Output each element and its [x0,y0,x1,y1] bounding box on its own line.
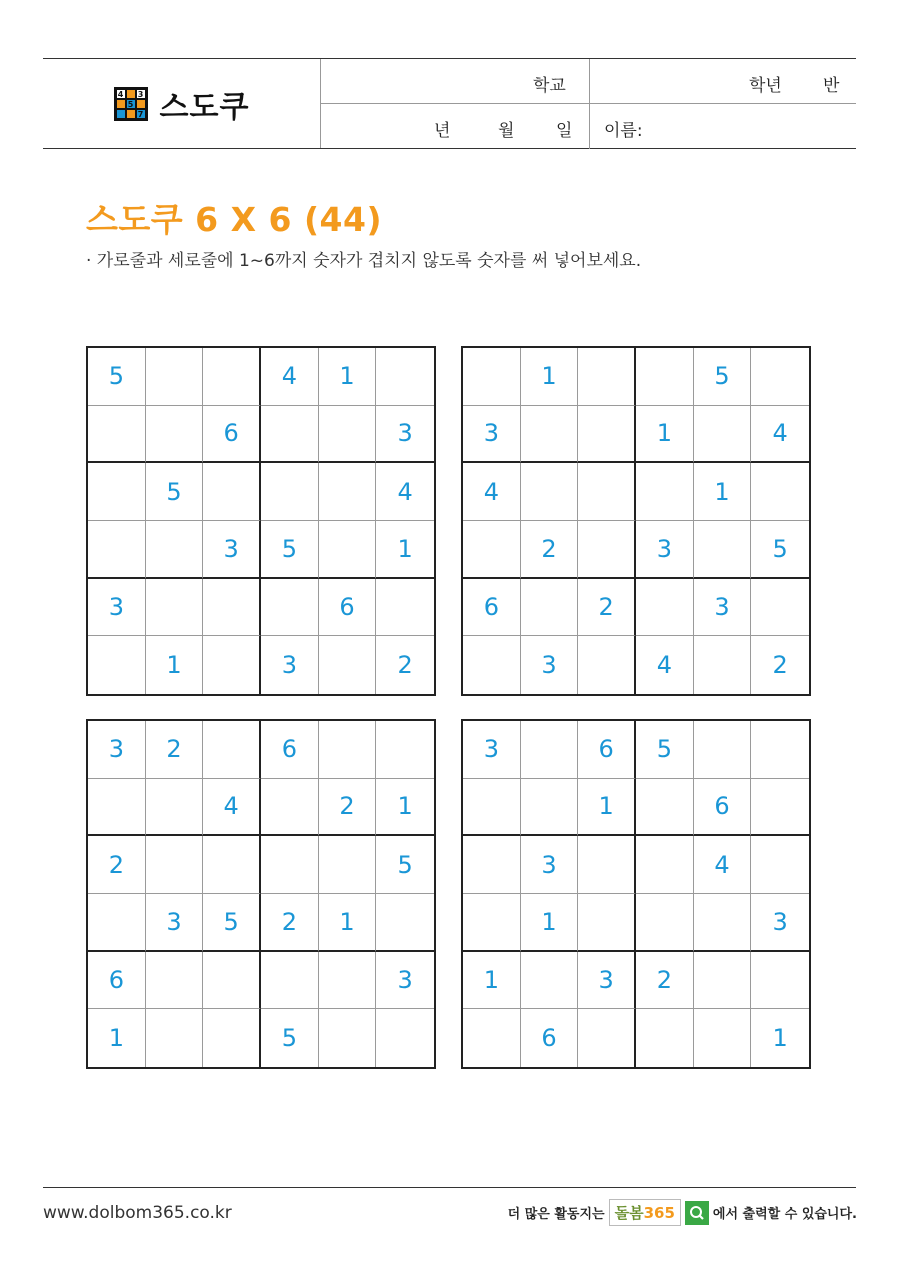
sudoku-cell[interactable] [376,721,434,779]
sudoku-grid-2 [461,346,811,696]
footer-divider [43,1187,856,1188]
sudoku-cell[interactable] [578,1009,636,1067]
search-icon[interactable] [685,1201,709,1225]
sudoku-cell[interactable] [694,636,752,694]
sudoku-cell: 4 [463,463,521,521]
sudoku-cell[interactable] [751,836,809,894]
sudoku-cell[interactable] [578,463,636,521]
sudoku-cell: 6 [319,579,377,637]
sudoku-cell: 4 [636,636,694,694]
sudoku-cell[interactable] [463,836,521,894]
sudoku-cell[interactable] [88,406,146,464]
logo-icon-cell: 3 [136,89,146,99]
sudoku-cell: 1 [772,1024,788,1053]
sudoku-cell: 1 [521,348,579,406]
sudoku-cell[interactable] [88,463,146,521]
sudoku-cell[interactable] [636,836,694,894]
sudoku-cell[interactable] [636,348,694,406]
sudoku-cell: 2 [88,836,146,894]
sudoku-cell: 2 [772,651,788,680]
sudoku-cell[interactable] [319,721,377,779]
sudoku-cell: 3 [376,406,434,464]
sudoku-cell[interactable] [521,406,579,464]
sudoku-cell: 2 [578,579,636,637]
sudoku-cell[interactable] [694,1009,752,1067]
sudoku-cell[interactable] [463,894,521,952]
sudoku-cell[interactable] [578,836,636,894]
sudoku-cell: 5 [146,463,204,521]
sudoku-cell[interactable] [146,406,204,464]
sudoku-cell[interactable] [203,348,261,406]
sudoku-cell[interactable] [203,836,261,894]
sudoku-cell[interactable] [319,463,377,521]
sudoku-cell[interactable] [261,779,319,837]
sudoku-cell[interactable] [261,406,319,464]
sudoku-grid-3 [86,719,436,1069]
sudoku-cell: 5 [88,348,146,406]
sudoku-cell: 6 [203,406,261,464]
month-label: 월 [498,121,515,141]
page-title: 스도쿠 6 X 6 (44) [86,200,383,239]
sudoku-cell[interactable] [694,406,752,464]
sudoku-cell: 2 [397,651,413,680]
sudoku-cell[interactable] [463,779,521,837]
sudoku-cell[interactable] [751,579,809,637]
sudoku-cell[interactable] [203,579,261,637]
name-label: 이름: [604,121,643,141]
sudoku-cell[interactable] [146,521,204,579]
year-label: 년 [434,121,451,141]
sudoku-cell[interactable] [146,579,204,637]
sudoku-cell[interactable] [751,348,809,406]
logo-icon-cell: 7 [136,109,146,119]
sudoku-cell: 5 [636,721,694,779]
sudoku-cell[interactable] [146,1009,204,1067]
sudoku-cell[interactable] [319,406,377,464]
sudoku-cell[interactable] [319,1009,377,1067]
sudoku-cell: 3 [636,521,694,579]
sudoku-cell: 1 [319,348,377,406]
class-label: 반 [823,76,840,96]
sudoku-cell: 5 [261,521,319,579]
sudoku-cell: 5 [203,894,261,952]
sudoku-cell[interactable] [694,721,752,779]
sudoku-cell[interactable] [319,521,377,579]
sudoku-cell: 6 [261,721,319,779]
worksheet-header [43,58,856,149]
sudoku-cell[interactable] [521,463,579,521]
brand-number: 365 [643,1203,675,1222]
sudoku-cell: 2 [146,721,204,779]
sudoku-cell: 4 [203,779,261,837]
sudoku-cell: 1 [88,1009,146,1067]
sudoku-cell: 2 [261,894,319,952]
sudoku-cell[interactable] [521,721,579,779]
sudoku-cell[interactable] [88,894,146,952]
sudoku-grid-1 [86,346,436,696]
logo-icon-cell [126,109,136,119]
sudoku-cell[interactable] [376,1009,434,1067]
logo-icon-cell [116,109,126,119]
brand-logo[interactable] [609,1199,681,1226]
sudoku-cell: 4 [694,836,752,894]
sudoku-cell[interactable] [636,463,694,521]
sudoku-cell[interactable] [636,894,694,952]
sudoku-cell[interactable] [203,952,261,1010]
sudoku-cell[interactable] [261,463,319,521]
sudoku-cell[interactable] [146,779,204,837]
sudoku-cell: 3 [521,636,579,694]
sudoku-cell[interactable] [694,952,752,1010]
day-label: 일 [556,121,573,141]
sudoku-cell: 3 [376,952,434,1010]
sudoku-cell: 1 [578,779,636,837]
sudoku-cell: 4 [376,463,434,521]
sudoku-cell[interactable] [463,521,521,579]
sudoku-cell: 6 [694,779,752,837]
sudoku-cell[interactable] [261,836,319,894]
sudoku-cell[interactable] [146,348,204,406]
sudoku-cell: 1 [521,894,579,952]
sudoku-cell: 3 [463,721,521,779]
sudoku-cell: 5 [376,836,434,894]
sudoku-cell[interactable] [376,894,434,952]
sudoku-cell[interactable] [751,721,809,779]
sudoku-cell: 3 [261,636,319,694]
sudoku-cell: 6 [578,721,636,779]
sudoku-cell[interactable] [203,463,261,521]
sudoku-cell: 2 [319,779,377,837]
footer-url[interactable]: www.dolbom365.co.kr [43,1203,232,1223]
sudoku-cell: 2 [521,521,579,579]
sudoku-cell: 6 [463,579,521,637]
header-row-date [321,104,856,149]
sudoku-cell: 6 [88,952,146,1010]
sudoku-cell: 1 [636,406,694,464]
sudoku-cell[interactable] [319,636,377,694]
sudoku-cell: 5 [751,521,809,579]
sudoku-cell: 5 [694,348,752,406]
sudoku-cell[interactable] [376,579,434,637]
sudoku-cell: 1 [319,894,377,952]
sudoku-cell[interactable] [521,952,579,1010]
sudoku-cell: 3 [751,894,809,952]
sudoku-cell: 1 [146,636,204,694]
sudoku-cell: 3 [88,579,146,637]
sudoku-cell[interactable] [751,952,809,1010]
sudoku-cell[interactable] [261,952,319,1010]
sudoku-cell: 4 [751,406,809,464]
sudoku-cell[interactable] [376,348,434,406]
sudoku-cell: 1 [376,779,434,837]
school-label: 학교 [533,76,566,96]
logo-title: 스도쿠 [159,89,250,125]
sudoku-cell[interactable] [694,894,752,952]
brand-name: 돌봄 [614,1204,644,1222]
sudoku-cell: 3 [694,579,752,637]
sudoku-cell[interactable] [578,348,636,406]
footer-promo [508,1199,857,1226]
sudoku-cell[interactable] [463,636,521,694]
sudoku-cell[interactable] [751,779,809,837]
sudoku-cell: 3 [88,721,146,779]
sudoku-cell[interactable] [88,779,146,837]
sudoku-cell: 2 [636,952,694,1010]
footer-pre-text: 더 많은 활동지는 [507,1207,605,1222]
logo-icon-cell [116,99,126,109]
instruction-text: · 가로줄과 세로줄에 1~6까지 숫자가 겹치지 않도록 숫자를 써 넣어보세요. [86,251,642,271]
sudoku-cell[interactable] [261,579,319,637]
sudoku-cell[interactable] [694,521,752,579]
sudoku-cell[interactable] [636,779,694,837]
sudoku-cell[interactable] [88,636,146,694]
sudoku-logo-icon [114,87,148,121]
sudoku-grid-4 [461,719,811,1069]
sudoku-cell: 1 [463,952,521,1010]
sudoku-cell: 3 [146,894,204,952]
logo-icon-cell: 4 [116,89,126,99]
sudoku-cell[interactable] [203,1009,261,1067]
sudoku-cell: 3 [463,406,521,464]
sudoku-cell[interactable] [751,463,809,521]
sudoku-cell[interactable] [319,836,377,894]
sudoku-cell[interactable] [636,579,694,637]
sudoku-cell[interactable] [146,952,204,1010]
sudoku-cell[interactable] [578,406,636,464]
sudoku-cell[interactable] [578,521,636,579]
logo-icon-cell: 5 [126,99,136,109]
sudoku-cell[interactable] [203,636,261,694]
sudoku-cell: 5 [261,1009,319,1067]
footer-post-text: 에서 출력할 수 있습니다. [712,1207,857,1222]
sudoku-cell: 1 [376,521,434,579]
logo [43,59,321,148]
logo-icon-cell [126,89,136,99]
logo-icon-cell [136,99,146,109]
sudoku-cell: 3 [203,521,261,579]
sudoku-cell[interactable] [88,521,146,579]
sudoku-cell[interactable] [146,836,204,894]
sudoku-cell[interactable] [463,348,521,406]
sudoku-cell: 3 [521,836,579,894]
sudoku-cell: 3 [578,952,636,1010]
sudoku-cell[interactable] [463,1009,521,1067]
sudoku-cell[interactable] [578,894,636,952]
sudoku-cell[interactable] [319,952,377,1010]
sudoku-cell: 6 [521,1009,579,1067]
sudoku-cell[interactable] [636,1009,694,1067]
sudoku-cell[interactable] [578,636,636,694]
sudoku-cell: 4 [261,348,319,406]
grade-label: 학년 [749,76,782,96]
sudoku-cell[interactable] [203,721,261,779]
sudoku-cell: 1 [694,463,752,521]
sudoku-cell[interactable] [521,579,579,637]
sudoku-cell[interactable] [521,779,579,837]
header-row-school [321,59,856,104]
